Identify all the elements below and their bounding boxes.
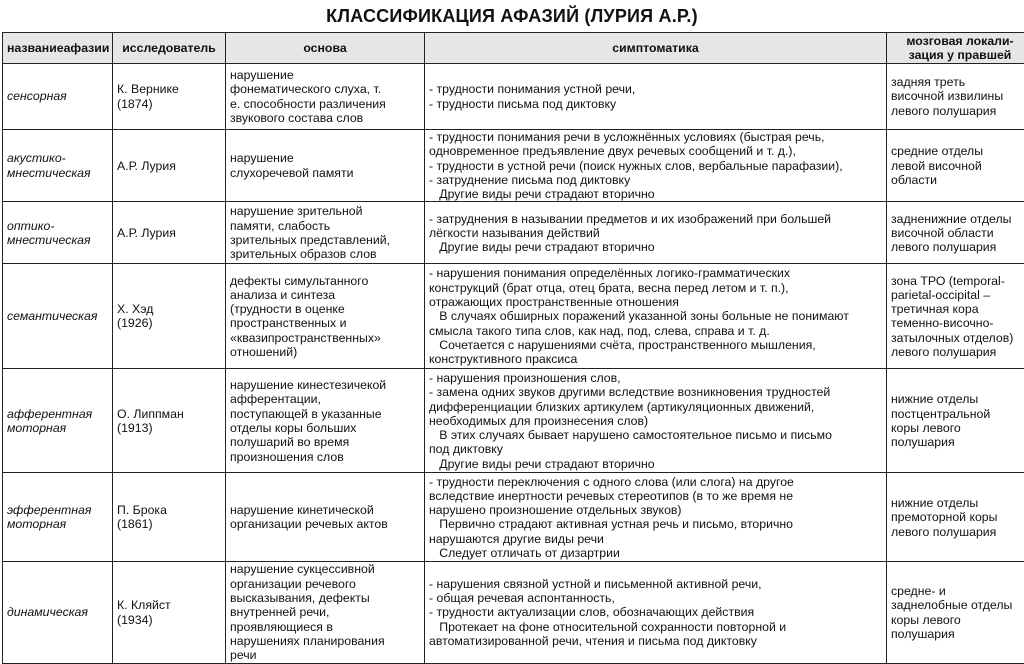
cell-line: Первично страдают активная устная речь и письмо, вторично xyxy=(429,517,794,532)
cell-line: Сочетается с нарушениями счёта, пространственного мышления, xyxy=(429,337,816,352)
cell-line: средне- и xyxy=(891,583,946,598)
page-title: КЛАССИФИКАЦИЯ АФАЗИЙ (ЛУРИЯ А.Р.) xyxy=(326,6,698,26)
table-header xyxy=(3,33,1024,64)
cell-line: отношений) xyxy=(230,345,298,360)
cell-line: нарушениях планирования xyxy=(230,633,385,648)
symptoms-cell xyxy=(425,64,887,130)
cell-line: О. Липпман xyxy=(117,406,184,421)
header-row xyxy=(3,33,1024,64)
cell-line: зрительных представлений, xyxy=(230,232,390,247)
cell-line: конструктивного праксиса xyxy=(429,352,578,367)
cell-line: (1926) xyxy=(117,316,153,331)
cell-line: мнестическая xyxy=(7,165,91,180)
cell-line: нижние отделы xyxy=(891,392,979,407)
cell-line: - трудности актуализации слов, обозначающих действия xyxy=(429,605,755,620)
cell-line: смысла такого типа слов, как над, под, слева, справа и т. д. xyxy=(429,323,770,338)
table-row xyxy=(3,130,1024,202)
researcher-cell xyxy=(113,264,226,369)
cell-line: звукового состава слов xyxy=(230,110,364,125)
cell-line: нарушение зрительной xyxy=(230,204,363,219)
researcher-cell xyxy=(113,130,226,202)
localization-cell xyxy=(887,562,1024,663)
cell-line: - нарушения связной устной и письменной активной речи, xyxy=(429,576,762,591)
table-row xyxy=(3,264,1024,369)
cell-line: название xyxy=(7,40,64,55)
header-localization xyxy=(887,33,1024,64)
cell-line: зация у правшей xyxy=(908,48,1012,62)
header-symptoms xyxy=(425,33,887,64)
cell-line: нарушаются другие виды речи xyxy=(429,531,604,546)
cell-line: коры левого xyxy=(891,420,961,435)
cell-line: коры левого xyxy=(891,612,961,627)
cell-line: сенсорная xyxy=(7,89,67,104)
symptoms-cell xyxy=(425,473,887,562)
aphasia-name xyxy=(3,369,113,473)
cell-line: организации речевого xyxy=(230,576,356,591)
cell-line: автоматизированной речи, чтения и письма под диктовку xyxy=(429,633,757,648)
symptoms-cell xyxy=(425,130,887,202)
table-body xyxy=(3,64,1024,664)
basis-cell xyxy=(226,130,425,202)
cell-line: Другие виды речи страдают вторично xyxy=(429,456,655,471)
cell-line: задненижние отделы xyxy=(891,211,1012,226)
symptoms-cell xyxy=(425,202,887,264)
cell-line: афферентации, xyxy=(230,392,321,407)
cell-line: необходимых для произнесения слов) xyxy=(429,413,649,428)
cell-line: (1874) xyxy=(117,96,153,111)
cell-line: афферентная xyxy=(7,406,93,421)
table-row xyxy=(3,562,1024,663)
cell-line: дефекты симультанного xyxy=(230,273,369,288)
cell-line: Другие виды речи страдают вторично xyxy=(429,187,655,202)
localization-cell xyxy=(887,202,1024,264)
localization-cell xyxy=(887,369,1024,473)
cell-line: Протекает на фоне относительной сохранности повторной и xyxy=(429,619,787,634)
header-researcher xyxy=(113,33,226,64)
cell-line: афазии xyxy=(63,40,110,55)
cell-line: конструкций (брат отца, отец брата, весна перед летом и т. п.), xyxy=(429,280,789,295)
cell-line: К. Кляйст xyxy=(117,598,171,613)
basis-cell xyxy=(226,369,425,473)
cell-line: - затруднения в назывании предметов и их изображений при большей xyxy=(429,211,832,226)
cell-line: нарушено произношение отдельных звуков) xyxy=(429,503,682,518)
cell-line: - нарушения понимания определённых логико-грамматических xyxy=(429,266,791,281)
aphasia-name xyxy=(3,130,113,202)
researcher-cell xyxy=(113,562,226,663)
cell-line: - трудности в устной речи (поиск нужных слов, вербальные парафазии), xyxy=(429,158,843,173)
cell-line: мнестическая xyxy=(7,232,91,247)
cell-line: - общая речевая аспонтанность, xyxy=(429,591,615,606)
cell-line: нарушение сукцессивной xyxy=(230,562,375,577)
cell-line: зона ТРО (temporal- xyxy=(891,273,1005,288)
cell-line: теменно-височно- xyxy=(891,316,994,331)
cell-line: полушарий во время xyxy=(230,435,350,450)
localization-cell xyxy=(887,130,1024,202)
cell-line: полушария xyxy=(891,435,955,450)
cell-line: лёгкости называния действий xyxy=(429,225,600,240)
cell-line: В случаях обширных поражений указанной зоны больные не понимают xyxy=(429,309,849,324)
cell-line: памяти, слабость xyxy=(230,218,331,233)
cell-line: - трудности переключения с одного слова (или слога) на другое xyxy=(429,474,794,489)
cell-line: оптико- xyxy=(7,218,55,233)
table-row xyxy=(3,369,1024,473)
cell-line: проявляющиеся в xyxy=(230,619,333,634)
cell-line: дифференциации близких артикулем (артикуляционных движений, xyxy=(429,399,815,414)
cell-line: анализа и синтеза xyxy=(230,287,336,302)
cell-line: Другие виды речи страдают вторично xyxy=(429,240,655,255)
cell-line: области xyxy=(891,172,937,187)
aphasia-name xyxy=(3,264,113,369)
symptoms-cell xyxy=(425,264,887,369)
cell-line: вследствие инертности речевых стереотипов (в то же время не xyxy=(429,488,794,503)
header-basis xyxy=(226,33,425,64)
cell-line: - затруднение письма под диктовку xyxy=(429,172,631,187)
localization-cell xyxy=(887,64,1024,130)
cell-line: постцентральной xyxy=(891,406,991,421)
header-name xyxy=(3,33,113,64)
cell-line: левой височной xyxy=(891,158,982,173)
cell-line: поступающей в указанные xyxy=(230,406,382,421)
symptoms-cell xyxy=(425,562,887,663)
cell-line: А.Р. Лурия xyxy=(117,158,176,173)
cell-line: полушария xyxy=(891,626,955,641)
cell-line: «квазипространственных» xyxy=(230,330,381,345)
cell-line: произношения слов xyxy=(230,449,344,464)
cell-line: речи xyxy=(230,648,257,663)
cell-line: височной области xyxy=(891,225,994,240)
cell-line: височной извилины xyxy=(891,89,1004,104)
table-row xyxy=(3,202,1024,264)
basis-cell xyxy=(226,264,425,369)
cell-line: - трудности понимания устной речи, xyxy=(429,82,636,97)
aphasia-name xyxy=(3,202,113,264)
cell-line: задняя треть xyxy=(891,75,966,90)
cell-line: динамическая xyxy=(7,605,88,620)
aphasia-name xyxy=(3,64,113,130)
cell-line: П. Брока xyxy=(117,503,167,518)
cell-line: А.Р. Лурия xyxy=(117,225,176,240)
table-row xyxy=(3,473,1024,562)
localization-cell xyxy=(887,264,1024,369)
cell-line: - трудности понимания речи в усложнённых условиях (быстрая речь, xyxy=(429,130,825,144)
cell-line: высказывания, дефекты xyxy=(230,591,370,606)
cell-line: под диктовку xyxy=(429,442,503,457)
cell-line: основа xyxy=(303,40,347,55)
cell-line: мозговая локали- xyxy=(906,33,1014,48)
cell-line: слухоречевой памяти xyxy=(230,165,354,180)
cell-line: левого полушария xyxy=(891,524,997,539)
cell-line: нарушение кинестезичекой xyxy=(230,378,387,393)
cell-line: Х. Хэд xyxy=(117,302,154,317)
researcher-cell xyxy=(113,369,226,473)
cell-line: (1913) xyxy=(117,420,153,435)
cell-line: (трудности в оценке xyxy=(230,302,345,317)
cell-line: отделы коры больших xyxy=(230,420,357,435)
cell-line: К. Вернике xyxy=(117,82,179,97)
cell-line: parietal-occipital – xyxy=(891,287,991,302)
cell-line: исследователь xyxy=(122,40,216,55)
cell-line: нижние отделы xyxy=(891,496,979,511)
cell-line: отражающих пространственные отношения xyxy=(429,295,679,310)
cell-line: акустико- xyxy=(7,151,66,166)
cell-line: премоторной коры xyxy=(891,510,998,525)
cell-line: левого полушария xyxy=(891,345,997,360)
cell-line: нарушение кинетической xyxy=(230,503,374,518)
basis-cell xyxy=(226,473,425,562)
cell-line: - трудности письма под диктовку xyxy=(429,96,617,111)
basis-cell xyxy=(226,562,425,663)
basis-cell xyxy=(226,202,425,264)
cell-line: нарушение xyxy=(230,67,294,82)
cell-line: фонематического слуха, т. xyxy=(230,82,382,97)
cell-line: (1934) xyxy=(117,612,153,627)
cell-line: - нарушения произношения слов, xyxy=(429,370,621,385)
researcher-cell xyxy=(113,64,226,130)
researcher-cell xyxy=(113,202,226,264)
cell-line: затылочных отделов) xyxy=(891,330,1014,345)
cell-line: е. способности различения xyxy=(230,96,386,111)
aphasia-name xyxy=(3,562,113,663)
cell-line: (1861) xyxy=(117,517,153,532)
cell-line: одновременное предъявление двух речевых сообщений и т. д.), xyxy=(429,144,796,159)
cell-line: левого полушария xyxy=(891,103,997,118)
cell-line: моторная xyxy=(7,420,67,435)
aphasia-name xyxy=(3,473,113,562)
cell-line: В этих случаях бывает нарушено самостоятельное письмо и письмо xyxy=(429,428,832,443)
cell-line: зрительных образов слов xyxy=(230,247,377,262)
cell-line: организации речевых актов xyxy=(230,517,388,532)
table-row xyxy=(3,64,1024,130)
cell-line: семантическая xyxy=(7,309,98,324)
basis-cell xyxy=(226,64,425,130)
cell-line: левого полушария xyxy=(891,240,997,255)
aphasia-table xyxy=(2,32,1024,664)
cell-line: моторная xyxy=(7,517,67,532)
localization-cell xyxy=(887,473,1024,562)
cell-line: внутренней речи, xyxy=(230,605,330,620)
cell-line: заднелобные отделы xyxy=(891,598,1013,613)
cell-line: симптоматика xyxy=(612,40,699,55)
cell-line: третичная кора xyxy=(891,302,979,317)
cell-line: Следует отличать от дизартрии xyxy=(429,546,620,561)
cell-line: - замена одних звуков другими вследствие возникновения трудностей xyxy=(429,385,831,400)
researcher-cell xyxy=(113,473,226,562)
cell-line: эфферентная xyxy=(7,503,92,518)
symptoms-cell xyxy=(425,369,887,473)
cell-line: средние отделы xyxy=(891,144,984,159)
cell-line: нарушение xyxy=(230,151,294,166)
cell-line: пространственных и xyxy=(230,316,347,331)
